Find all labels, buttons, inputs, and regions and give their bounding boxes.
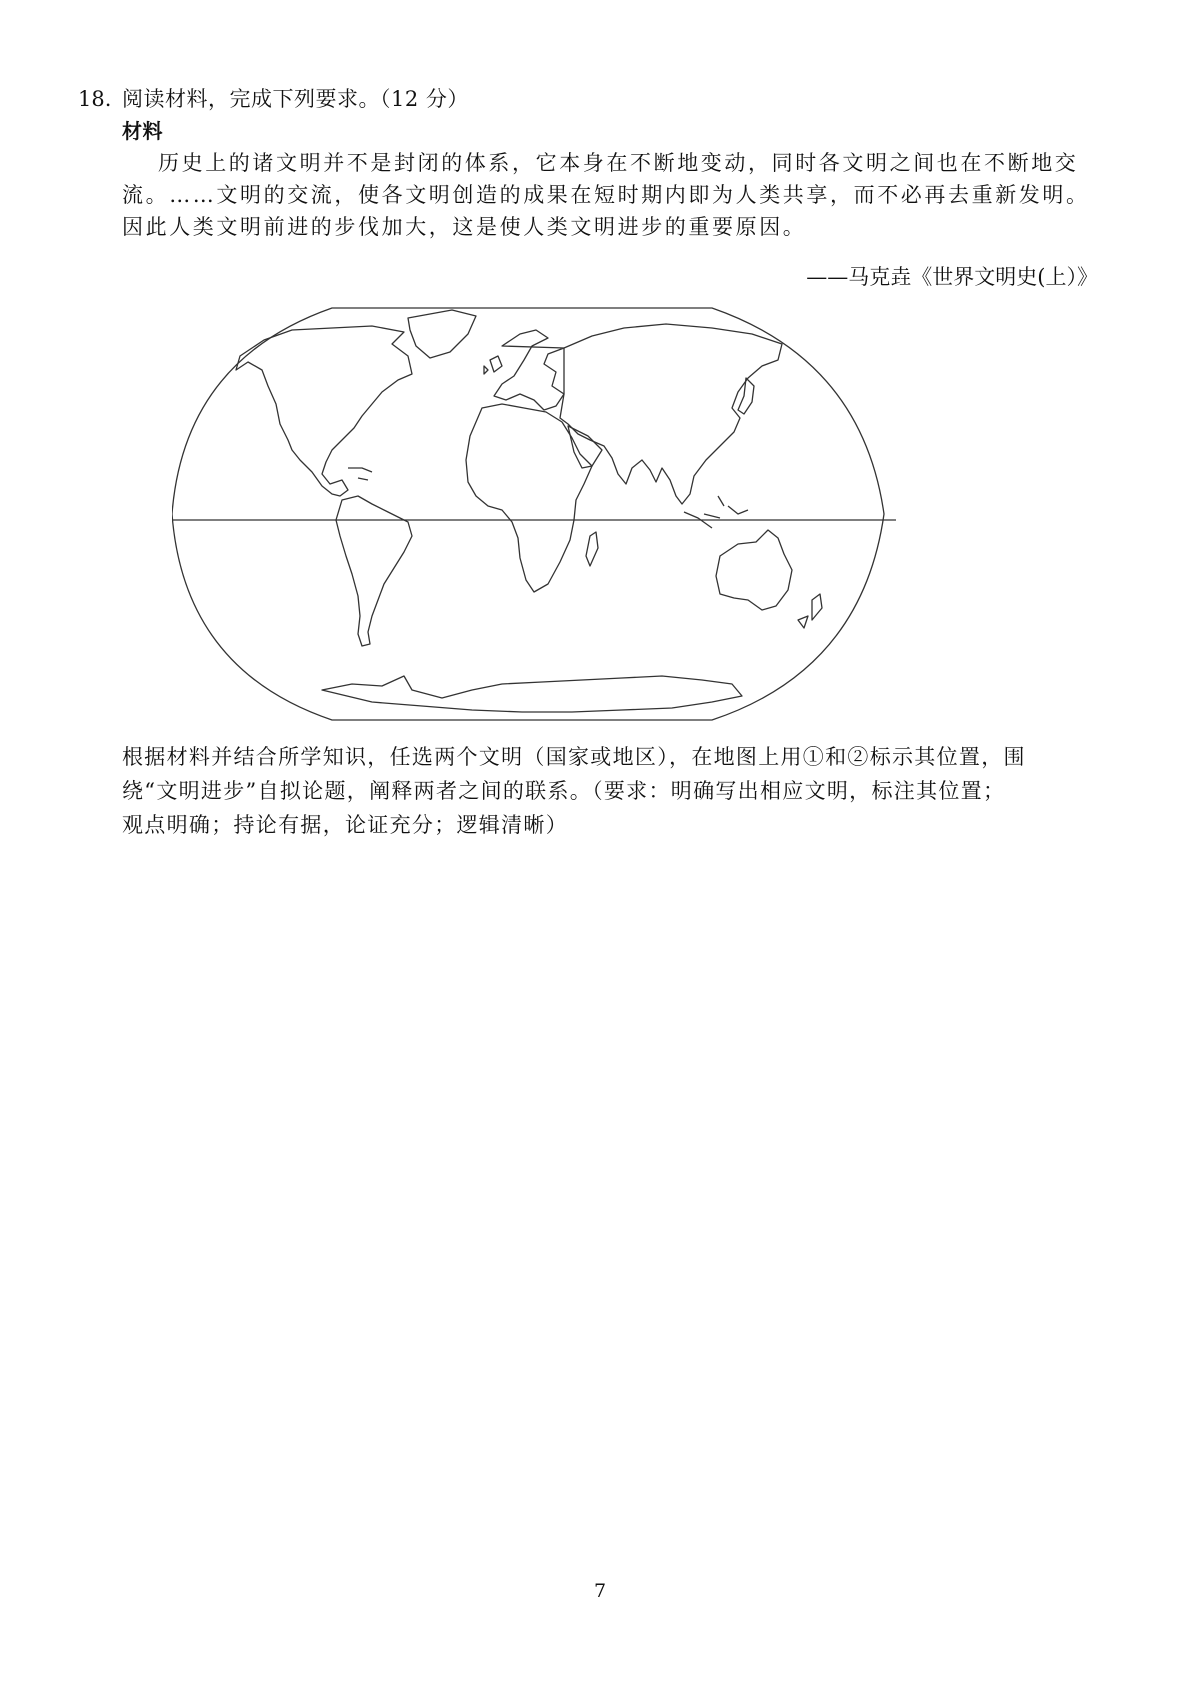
- task-line-1: 根据材料并结合所学知识，任选两个文明（国家或地区），在地图上用①和②标示其位置，围: [122, 745, 1026, 769]
- new-zealand: [798, 594, 822, 628]
- map-frame: [172, 308, 884, 720]
- greenland: [408, 310, 476, 358]
- british-isles: [484, 356, 502, 374]
- question-number: 18.: [78, 87, 112, 111]
- material-line-2: 流。……文明的交流，使各文明创造的成果在短时期内即为人类共享，而不必再去重新发明。: [122, 183, 1090, 207]
- africa: [466, 404, 592, 592]
- sea-islands: [684, 496, 748, 528]
- japan: [738, 378, 754, 414]
- caribbean: [348, 468, 372, 480]
- arabia: [568, 426, 602, 468]
- task-line-2: 绕“文明进步”自拟论题，阐释两者之间的联系。（要求：明确写出相应文明，标注其位置；: [122, 779, 1006, 803]
- north-america: [236, 326, 412, 496]
- antarctica: [322, 676, 742, 712]
- material-line-3: 因此人类文明前进的步伐加大，这是使人类文明进步的重要原因。: [122, 215, 807, 239]
- question-prompt: 阅读材料，完成下列要求。（12 分）: [122, 87, 469, 111]
- material-heading: 材料: [122, 119, 163, 143]
- south-america: [336, 496, 412, 646]
- asia: [560, 324, 782, 504]
- page-number: 7: [593, 1580, 607, 1602]
- material-line-1: 历史上的诸文明并不是封闭的体系，它本身在不断地变动，同时各文明之间也在不断地交: [158, 151, 1079, 175]
- australia: [716, 530, 792, 610]
- material-source: ——马克垚《世界文明史(上）》: [806, 265, 1098, 289]
- task-line-3: 观点明确；持论有据，论证充分；逻辑清晰）: [122, 813, 568, 837]
- europe: [494, 330, 564, 410]
- world-map: [172, 300, 898, 728]
- madagascar: [586, 532, 598, 566]
